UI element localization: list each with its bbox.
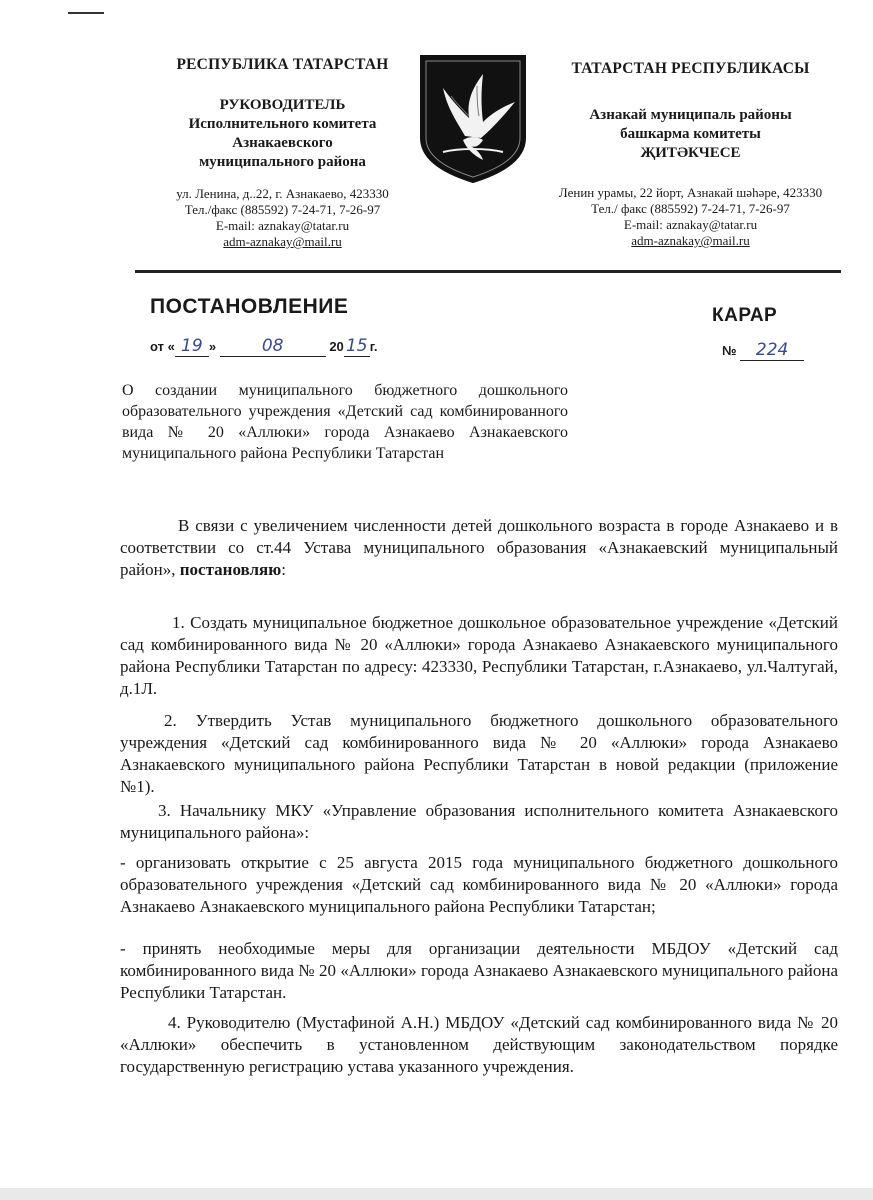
org-line: Азнакаевского bbox=[232, 135, 333, 151]
email: E-mail: aznakay@tatar.ru bbox=[623, 217, 758, 232]
coat-of-arms-emblem bbox=[417, 52, 529, 186]
date-day: 19 bbox=[181, 336, 203, 356]
date-year: 15 bbox=[345, 336, 368, 356]
date-day-field bbox=[175, 336, 209, 357]
item-3-sub-b: - принять необходимые меры для организации деятельности МБДОУ «Детский сад комбинированного вида № 20 «Аллюки» города Азнакаево Азнакаевского муниципального района Республики Татарстан. bbox=[120, 939, 838, 1002]
document-number bbox=[722, 340, 804, 361]
date-year-prefix: 20 bbox=[329, 339, 344, 354]
document-type: ПОСТАНОВЛЕНИЕ bbox=[150, 295, 349, 318]
header-right bbox=[538, 60, 843, 249]
email-link[interactable]: adm-aznakay@mail.ru bbox=[223, 234, 342, 249]
intro-paragraph bbox=[120, 515, 838, 581]
item-2: 2. Утвердить Устав муниципального бюджетного дошкольного образовательного учреждения «Детский сад комбинированного вида № 20 «Аллюки» города Азнакаево Азнакаевского муниципального района Республики Татарстан в новой редакции (приложение №1). bbox=[120, 711, 838, 796]
item-3-sub-a: - организовать открытие с 25 августа 2015 года муниципального бюджетного дошкольного образовательного учреждения «Детский сад комбинированного вида № 20 «Аллюки» города Азнакаево Азнакаевского муниципального района Республики Татарстан; bbox=[120, 853, 838, 916]
org-title-ru bbox=[140, 96, 425, 172]
contacts-ru bbox=[140, 186, 425, 250]
page-bottom-edge bbox=[0, 1188, 873, 1200]
item-1: 1. Создать муниципальное бюджетное дошкольное образовательное учреждение «Детский сад комбинированного вида № 20 «Аллюки» города Азнакаево Азнакаевского муниципального района Республики Татарстан по адресу: 423330, Республики Татарстан, г.Азнакаево, ул.Чалтугай, д.1Л. bbox=[120, 613, 838, 698]
bird-emblem-icon bbox=[417, 52, 529, 186]
email-link[interactable]: adm-aznakay@mail.ru bbox=[631, 233, 750, 248]
header-left bbox=[140, 56, 425, 250]
resolve-word: постановляю bbox=[179, 560, 282, 579]
intro-text: В связи с увеличением численности детей дошкольного возраста в городе Азнакаево и в соответствии со ст.44 Устава муниципального образования «Азнакаевский муниципальный район», bbox=[120, 516, 838, 579]
email: E-mail: aznakay@tatar.ru bbox=[215, 218, 350, 233]
address: ул. Ленина, д..22, г. Азнакаево, 423330 bbox=[176, 186, 389, 201]
org-line: муниципального района bbox=[199, 154, 366, 170]
date-month: 08 bbox=[261, 336, 284, 356]
number-field bbox=[740, 340, 804, 361]
phone: Тел./ факс (885592) 7-24-71, 7-26-97 bbox=[591, 201, 790, 216]
org-line: РУКОВОДИТЕЛЬ bbox=[219, 97, 346, 113]
document-date bbox=[150, 336, 378, 357]
scan-mark bbox=[68, 12, 104, 14]
date-suffix: г. bbox=[369, 339, 378, 354]
org-line: Азнакай муниципаль районы bbox=[589, 107, 792, 123]
republic-name-ru: РЕСПУБЛИКА ТАТАРСТАН bbox=[176, 56, 389, 73]
org-line: Исполнительного комитета bbox=[188, 116, 377, 132]
number-label: № bbox=[722, 343, 737, 358]
item-3: 3. Начальнику МКУ «Управление образования исполнительного комитета Азнакаевского муниципального района»: bbox=[120, 801, 838, 842]
date-month-field bbox=[220, 336, 326, 357]
item-4: 4. Руководителю (Мустафиной А.Н.) МБДОУ «Детский сад комбинированного вида № 20 «Аллюки» обеспечить в установленном действующим законодательством порядке государственную регистрацию устава указанного учреждения. bbox=[120, 1013, 838, 1076]
intro-end: : bbox=[281, 560, 286, 579]
date-mid: » bbox=[208, 339, 217, 354]
org-title-tt bbox=[538, 106, 843, 163]
document-subject: О создании муниципального бюджетного дошкольного образовательного учреждения «Детский сад комбинированного вида № 20 «Аллюки» города Азнакаево Азнакаевского муниципального района Республики Татарстан bbox=[122, 382, 568, 462]
org-line: ҖИТӘКЧЕСЕ bbox=[640, 145, 741, 161]
address: Ленин урамы, 22 йорт, Азнакай шәһәре, 423330 bbox=[558, 185, 823, 200]
document-type-tt: КАРАР bbox=[712, 305, 778, 326]
republic-name-tt: ТАТАРСТАН РЕСПУБЛИКАСЫ bbox=[571, 60, 810, 77]
header-divider bbox=[135, 270, 841, 273]
phone: Тел./факс (885592) 7-24-71, 7-26-97 bbox=[184, 202, 381, 217]
date-prefix: от « bbox=[150, 339, 175, 354]
contacts-tt bbox=[538, 185, 843, 249]
date-year-field bbox=[344, 336, 370, 357]
org-line: башкарма комитеты bbox=[620, 126, 761, 142]
number-value: 224 bbox=[755, 340, 789, 360]
